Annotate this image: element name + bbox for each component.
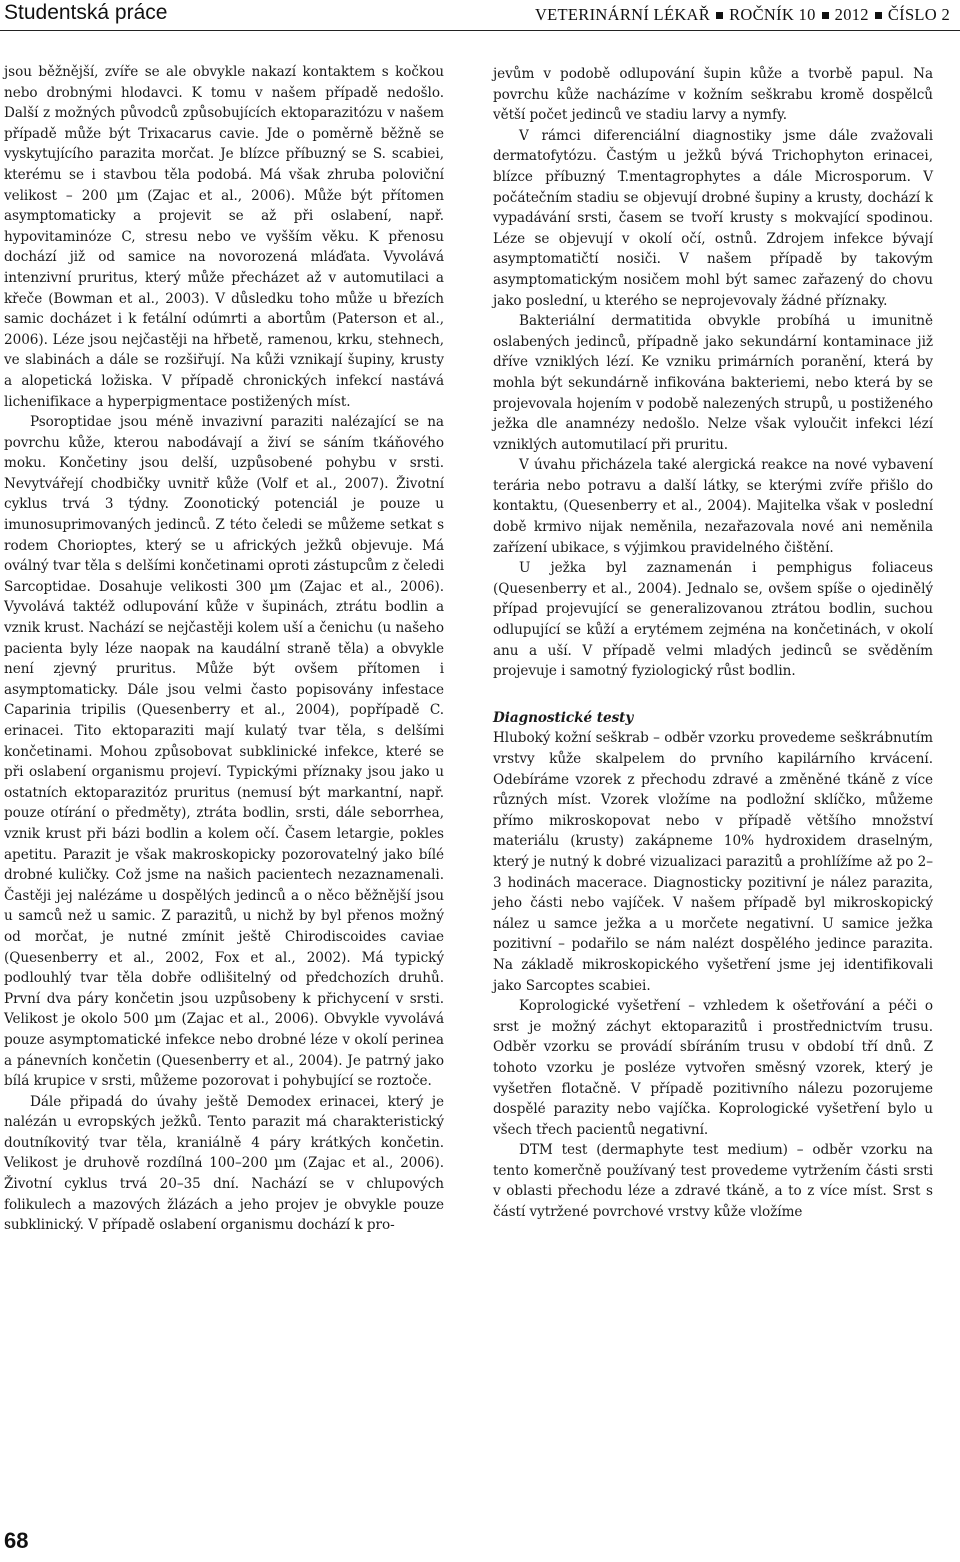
paragraph: Dále připadá do úvahy ještě Demodex erinacei, který je nalézán u evropských ježků. Tento parazit má charakteristický doutníkovitý tvar těla, kraniálně 4 páry krátkých končetin. Velikost je druhově rozdílná 100–200 µm (Zajac et al., 2006). Životní cyklus trvá 20–35 dní. Nachází se v chlupových folikulech a mazových žlázách a jeho projev je obvykle pouze subklinický. V případě oslabení organismu dochází k pro-	[4, 1093, 444, 1234]
paragraph: jevům v podobě odlupování šupin kůže a tvorbě papul. Na povrchu kůže nacházíme v kožním seškrabu kromě dospělců větší počet jedinců ve stadiu larvy a nymfy.	[493, 66, 933, 124]
paragraph: DTM test (dermaphyte test medium) – odběr vzorku na tento komerčně používaný test provedeme vytržením části srsti v oblasti přechodu léze a zdravé tkáně, a to z více míst. Srst s částí vytržené povrchové vrstvy kůže vložíme	[493, 1142, 933, 1221]
paragraph: Bakteriální dermatitida obvykle probíhá u imunitně oslabených jedinců, případně jako sekundární kontaminace již dříve vzniklých lézí. Ke vzniku primárních poranění, která by mohla být sekundárně infikována bakteriemi, nebo která by se projevovala hojením v podobě nalezených strupů, u postiženého ježka dle anamnézy nedošlo. Nelze však vyloučit infekci lézí vzniklých automutilací při pruritu.	[493, 313, 933, 453]
journal-volume: ROČNÍK 10	[729, 5, 816, 24]
paragraph: Koprologické vyšetření – vzhledem k ošetřování a péči o srst je možný záchyt ektoparazitů i prostřednictvím trusu. Odběr vzorku se provádí sbíráním trusu v období tří dnů. Z tohoto vzorku je posléze vytvořen směsný vzorek, který je vyšetřen flotačně. V případě pozitivního nálezu pozorujeme dospělé parazity nebo vajíčka. Koprologické vyšetření bylo u všech třech pacientů negativní.	[493, 998, 933, 1138]
paragraph: jsou běžnější, zvíře se ale obvykle nakazí kontaktem s kočkou nebo drobnými hlodavci. K tomu v našem případě nedošlo. Další z možných původců způsobujících ektoparazitózu v našem případě může být Trixacarus cavie. Jde o poměrně běžně se vyskytujícího parazita morčat. Je blízce příbuzný se S. scabiei, kterému se i stavbou těla podobá. Má však zhruba poloviční velikost – 200 µm (Zajac et al., 2006). Může být přítomen asymptomaticky a projevit se až při oslabení, např. hypovitaminóze C, stresu nebo ve vyšším věku. K přenosu dochází již od samice na novorozená mláďata. Vyvolává intenzivní pruritus, který může přecházet až v automutilaci a křeče (Bowman et al., 2003). V důsledku toho může u březích samic docházet i k fetální odúmrti a abortům (Paterson et al., 2006). Léze jsou nejčastěji na hřbetě, ramenou, krku, stehnech, ve slabinách a dále se rozšiřují. Na kůži vznikají šupiny, krusty a alopetická ložiska. V případě chronických infekcí nastává lichenifikace a hyperpigmentace postižených míst.	[4, 64, 444, 410]
paragraph: Psoroptidae jsou méně invazivní paraziti nalézající se na povrchu kůže, kterou nabodávají a živí se sáním tkáňového moku. Končetiny jsou delší, uzpůsobené pohybu v srsti. Nevytvářejí chodbičky uvnitř kůže (Volf et al., 2007). Životní cyklus trvá 3 týdny. Zoonotický potenciál je pouze u imunosuprimovaných jedinců. Z této čeledi se můžeme setkat s rodem Chorioptes, který se u afrických ježků objevuje. Má oválný tvar těla s delšími končetinami oproti zástupcům z čeledi Sarcoptidae. Dosahuje velikosti 300 µm (Zajac et al., 2006). Vyvolává taktéž odlupování kůže v šupinách, ztrátu bodlin a vznik krust. Nachází se nejčastěji kolem uší a čenichu (u našeho pacienta byly léze naopak na kaudální straně těla) a obvykle není zjevný pruritus. Může být ovšem přítomen i asymptomaticky. Dále jsou velmi často popisovány infestace Caparinia tripilis (Quesenberry et al., 2004), popřípadě C. erinacei. Tito ektoparaziti mají kulatý tvar těla, s delšími končetinami. Mohou způsobovat subklinické infekce, které se při oslabení organismu projeví. Typickými příznaky jsou jako u ostatních ektoparazitóz pruritus (nemusí být markantní, např. pouze otírání o předměty), ztráta bodlin, srsti, dále seborrhea, vznik krust při bázi bodlin a kolem očí. Časem letargie, pokles apetitu. Parazit je však makroskopicky pozorovatelný jako bílé drobné kuličky. Což jsme na našich pacientech nezaznamenali. Častěji jej nalézáme u dospělých jedinců a o něco běžnější jsou u samců než u samic. Z parazitů, u nichž by byl přenos možný od morčat, je nutné zmínit ještě Chirodiscoides caviae (Quesenberry et al., 2002, Fox et al., 2002). Má typický podlouhlý tvar těla dobře odlišitelný od předchozích druhů. První dva páry končetin jsou uzpůsobeny k přichycení v srsti. Velikost je okolo 500 µm (Zajac et al., 2006). Obvykle vyvolává pouze asymptomatické infekce nebo drobné léze v okolí perinea a pánevních končetin (Quesenberry et al., 2004). Je patrný jako bílá krupice v srsti, můžeme pozorovat i pohybující se roztoče.	[4, 414, 444, 1090]
running-header	[0, 0, 960, 31]
paragraph: V rámci diferenciální diagnostiky jsme dále zvažovali dermatofytózu. Častým u ježků bývá Trichophyton erinacei, blízce příbuzný T.mentagrophytes a dále Microsporum. V počátečním stadiu se objevují drobné šupiny a krusty, dochází k vypadávání srsti, časem se tvoří krusty s mokvající spodinou. Léze se objevují v okolí očí, ostnů. Zdrojem infekce bývají asymptomatičtí nosiči. V našem případě by takovým asymptomatickým nosičem mohl být samec zařazený do chovu jako poslední, u kterého se neprojevovaly žádné příznaky.	[493, 127, 933, 309]
journal-info	[535, 5, 950, 25]
left-column	[4, 62, 444, 1236]
section-label: Studentská práce	[4, 1, 168, 24]
square-bullet-icon	[875, 12, 882, 19]
right-column	[493, 64, 933, 1223]
page-number: 68	[4, 1528, 29, 1553]
paragraph: V úvahu přicházela také alergická reakce na nové vybavení terária nebo potravu a další látky, se kterými zvíře přišlo do kontaktu, (Quesenberry et al., 2004). Majitelka však v poslední době krmivo nijak neměnila, nezařazovala nové ani neměnila zařízení ubikace, s výjimkou pravidelného čištění.	[493, 457, 933, 556]
journal-year: 2012	[834, 5, 869, 24]
square-bullet-icon	[716, 12, 723, 19]
square-bullet-icon	[822, 12, 829, 19]
section-heading: Diagnostické testy	[493, 709, 634, 726]
journal-issue: ČÍSLO 2	[887, 5, 950, 24]
paragraph: U ježka byl zaznamenán i pemphigus foliaceus (Quesenberry et al., 2004). Jednalo se, ovšem spíše o ojedinělý případ projevující se generalizovanou ztrátou bodlin, suchou odlupující se kůží a erytémem zejména na končetinách, v okolí anu a uší. V případě velmi mladých jedinců se svěděním projevuje i samotný fyziologický růst bodlin.	[493, 560, 933, 680]
paragraph: Hluboký kožní seškrab – odběr vzorku provedeme seškrábnutím vrstvy kůže skalpelem do prvního kapilárního krvácení. Odebíráme vzorek z přechodu zdravé a změněné tkáně z více různých míst. Vzorek vložíme na podložní sklíčko, můžeme přímo mikroskopovat nebo v případě většího množství materiálu (krusty) zakápneme 10% hydroxidem draselným, který je nutný k dobré vizualizaci parazitů a prohlížíme až po 2–3 hodinách macerace. Diagnosticky pozitivní je nález parazita, jeho části nebo vajíček. V našem případě byl mikroskopický nález u samce ježka a u morčete negativní. U samice ježka pozitivní – podařilo se nám nalézt dospělého jedince parazita. Na základě mikroskopického vyšetření jsme jej identifikovali jako Sarcoptes scabiei.	[493, 730, 933, 994]
journal-name: VETERINÁRNÍ LÉKAŘ	[534, 5, 711, 24]
